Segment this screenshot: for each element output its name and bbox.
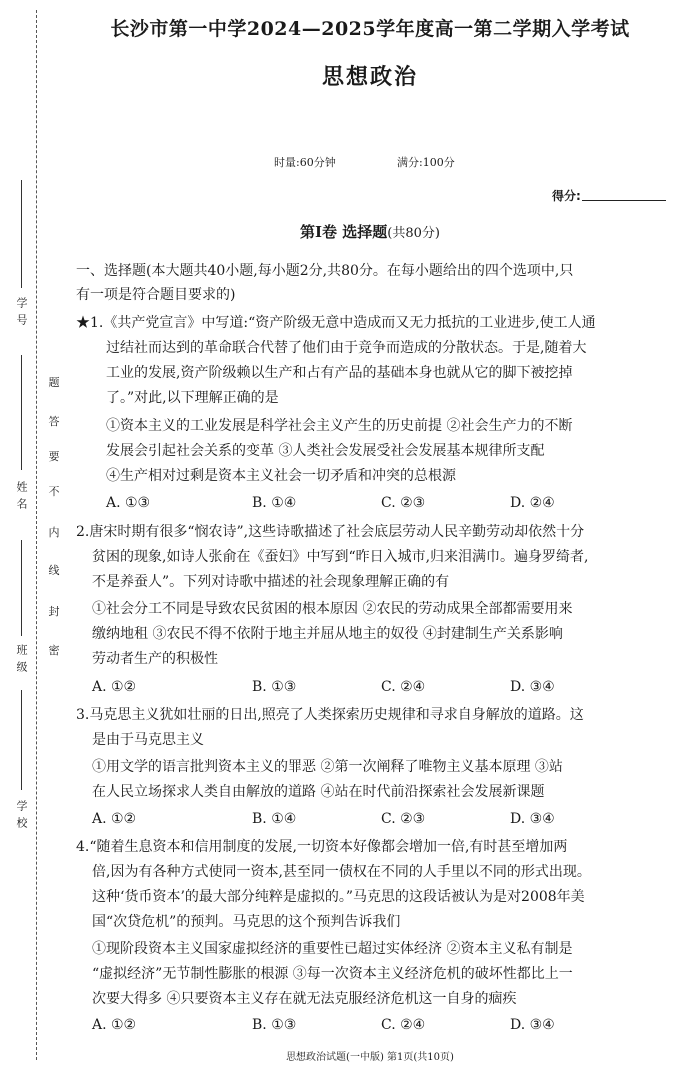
question-statement: ①用文学的语言批判资本主义的罪恶 ②第一次阐释了唯物主义基本原理 ③站 bbox=[92, 759, 563, 775]
option-d: D. ③④ bbox=[510, 811, 555, 827]
question-text: 3.马克思主义犹如壮丽的日出,照亮了人类探索历史规律和寻求自身解放的道路。这 bbox=[76, 707, 584, 723]
field-name-label: 姓名 bbox=[15, 481, 28, 515]
question-text: 是由于马克思主义 bbox=[92, 732, 204, 748]
field-school-line bbox=[21, 690, 22, 790]
question-statement: ④生产相对过剩是资本主义社会一切矛盾和冲突的总根源 bbox=[106, 468, 456, 484]
field-class-label: 班级 bbox=[15, 644, 28, 678]
option-a: A. ①② bbox=[92, 1017, 137, 1033]
question-statement: 在人民立场探求人类自由解放的道路 ④站在时代前沿探索社会发展新课题 bbox=[92, 784, 545, 800]
question-statement: ①社会分工不同是导致农民贫困的根本原因 ②农民的劳动成果全部都需要用来 bbox=[92, 601, 573, 617]
seal-char: 线 bbox=[48, 564, 60, 577]
seal-char: 密 bbox=[48, 644, 60, 657]
option-d: D. ③④ bbox=[510, 679, 555, 695]
option-c: C. ②③ bbox=[381, 495, 426, 511]
binding-margin bbox=[0, 0, 62, 1073]
score-field bbox=[582, 200, 666, 201]
seal-char: 答 bbox=[48, 415, 60, 428]
question-text: 贫困的现象,如诗人张俞在《蚕妇》中写到“昨日入城市,归来泪满巾。遍身罗绮者, bbox=[92, 549, 589, 565]
seal-char: 不 bbox=[48, 485, 60, 498]
option-a: A. ①③ bbox=[106, 495, 151, 511]
question-statement: 缴纳地租 ③农民不得不依附于地主并屈从地主的奴役 ④封建制生产关系影响 bbox=[92, 626, 563, 642]
question-text: 不是养蚕人”。下列对诗歌中描述的社会现象理解正确的有 bbox=[92, 574, 450, 590]
score-label: 得分: bbox=[552, 189, 581, 203]
question-text: ★1.《共产党宣言》中写道:“资产阶级无意中造成而又无力抵抗的工业进步,使工人通 bbox=[76, 315, 596, 331]
seal-char: 封 bbox=[48, 605, 60, 618]
section-instruction: 一、选择题(本大题共40小题,每小题2分,共80分。在每小题给出的四个选项中,只 bbox=[76, 263, 574, 279]
field-name-line bbox=[21, 355, 22, 470]
seal-char: 内 bbox=[48, 526, 60, 539]
question-statement: 发展会引起社会关系的变革 ③人类社会发展受社会发展基本规律所支配 bbox=[106, 443, 545, 459]
question-text: 过结社而达到的革命联合代替了他们由于竞争而造成的分散状态。于是,随着大 bbox=[106, 340, 587, 356]
question-text: 4.“随着生息资本和信用制度的发展,一切资本好像都会增加一倍,有时甚至增加两 bbox=[76, 839, 568, 855]
section-instruction: 有一项是符合题目要求的) bbox=[76, 287, 236, 303]
option-c: C. ②④ bbox=[381, 1017, 426, 1033]
question-text: 倍,因为有各种方式使同一资本,甚至同一债权在不同的人手里以不同的形式出现。 bbox=[92, 864, 591, 880]
question-statement: 劳动者生产的积极性 bbox=[92, 651, 218, 667]
option-c: C. ②④ bbox=[381, 679, 426, 695]
full-score: 满分:100分 bbox=[397, 156, 455, 169]
field-student-id-label: 学号 bbox=[15, 297, 28, 331]
option-b: B. ①④ bbox=[252, 811, 297, 827]
field-class-line bbox=[21, 540, 22, 636]
option-a: A. ①② bbox=[92, 679, 137, 695]
question-statement: ①现阶段资本主义国家虚拟经济的重要性已超过实体经济 ②资本主义私有制是 bbox=[92, 941, 573, 957]
question-text: 2.唐宋时期有很多“悯农诗”,这些诗歌描述了社会底层劳动人民辛勤劳动却依然十分 bbox=[76, 524, 585, 540]
time-limit: 时量:60分钟 bbox=[274, 156, 336, 169]
option-b: B. ①③ bbox=[252, 1017, 297, 1033]
volume-note: (共80分) bbox=[387, 226, 440, 241]
seal-char: 题 bbox=[48, 376, 60, 389]
question-statement: “虚拟经济”无节制性膨胀的根源 ③每一次资本主义经济危机的破坏性都比上一 bbox=[92, 966, 573, 982]
field-school-label: 学校 bbox=[15, 800, 28, 834]
volume-heading bbox=[70, 221, 670, 242]
cut-line bbox=[36, 10, 37, 1060]
option-b: B. ①④ bbox=[252, 495, 297, 511]
page-footer: 思想政治试题(一中版) 第1页(共10页) bbox=[286, 1052, 454, 1063]
question-text: 了。”对此,以下理解正确的是 bbox=[106, 390, 279, 406]
question-text: 国“次贷危机”的预判。马克思的这个预判告诉我们 bbox=[92, 914, 401, 930]
subject-title: 思想政治 bbox=[321, 64, 418, 90]
option-a: A. ①② bbox=[92, 811, 137, 827]
option-d: D. ②④ bbox=[510, 495, 555, 511]
question-statement: 次要大得多 ④只要资本主义存在就无法克服经济危机这一自身的痼疾 bbox=[92, 991, 517, 1007]
question-text: 这种‘货币资本’的最大部分纯粹是虚拟的。”马克思的这段话被认为是对2008年美 bbox=[92, 889, 585, 905]
option-c: C. ②③ bbox=[381, 811, 426, 827]
volume-title: 第Ⅰ卷 选择题 bbox=[300, 223, 388, 241]
seal-char: 要 bbox=[48, 450, 60, 463]
option-d: D. ③④ bbox=[510, 1017, 555, 1033]
exam-title: 长沙市第一中学2024—2025学年度高一第二学期入学考试 bbox=[110, 18, 630, 40]
question-text: 工业的发展,资产阶级赖以生产和占有产品的基础本身也就从它的脚下被挖掉 bbox=[106, 365, 573, 381]
option-b: B. ①③ bbox=[252, 679, 297, 695]
field-student-id-line bbox=[21, 180, 22, 288]
question-statement: ①资本主义的工业发展是科学社会主义产生的历史前提 ②社会生产力的不断 bbox=[106, 418, 573, 434]
